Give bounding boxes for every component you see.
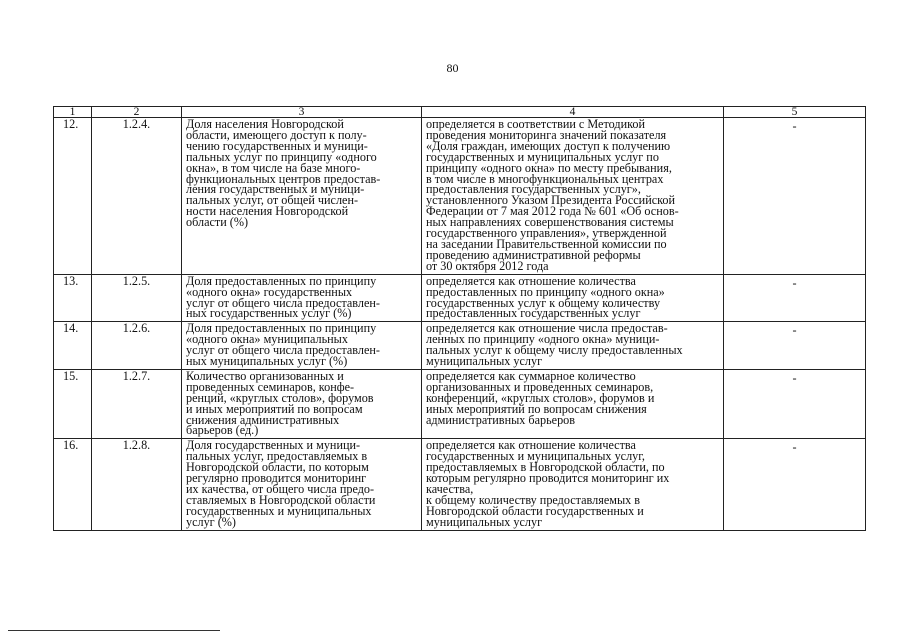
calculation-method: определяется как отношение числа предостав- ленных по принципу «одного окна» муници- пальных услуг к общему числу предоставленных муниципальных услуг <box>422 322 724 370</box>
indicator-code: 1.2.6. <box>92 322 182 370</box>
table-header-row <box>54 107 866 118</box>
table-row <box>54 118 866 275</box>
indicator-name: Доля государственных и муници- пальных услуг, предоставляемых в Новгородской области, по которым регулярно проводится мониторинг их качества, от общего числа предо- ставляемых в Новгородской области государственных и муниципальных услуг (%) <box>182 439 422 530</box>
row-number: 16. <box>54 439 92 530</box>
calculation-method: определяется как отношение количества предоставленных по принципу «одного окна» государственных услуг к общему количеству предоставленных государственных услуг <box>422 274 724 322</box>
column-5-value: - <box>724 369 866 438</box>
indicators-table <box>53 106 866 531</box>
footnote-separator-line <box>8 630 220 631</box>
header-cell-5: 5 <box>724 107 866 118</box>
indicator-code: 1.2.5. <box>92 274 182 322</box>
row-number: 12. <box>54 118 92 275</box>
row-number: 15. <box>54 369 92 438</box>
column-5-value: - <box>724 274 866 322</box>
indicator-code: 1.2.4. <box>92 118 182 275</box>
column-5-value: - <box>724 439 866 530</box>
table-row <box>54 369 866 438</box>
column-5-value: - <box>724 322 866 370</box>
table-row <box>54 439 866 530</box>
indicator-name: Количество организованных и проведенных семинаров, конфе- ренций, «круглых столов», форумов и иных мероприятий по вопросам снижения административных барьеров (ед.) <box>182 369 422 438</box>
header-cell-1: 1 <box>54 107 92 118</box>
row-number: 14. <box>54 322 92 370</box>
table-row <box>54 322 866 370</box>
row-number: 13. <box>54 274 92 322</box>
table-row <box>54 274 866 322</box>
header-cell-4: 4 <box>422 107 724 118</box>
indicator-name: Доля населения Новгородской области, имеющего доступ к полу- чению государственных и муници- пальных услуг по принципу «одного окна», в том числе на базе много- функциональных центров предостав- ления государственных и муници- пальных услуг, от общей числен- ности населения Новгородской области (%) <box>182 118 422 275</box>
calculation-method: определяется в соответствии с Методикой проведения мониторинга значений показателя «Доля граждан, имеющих доступ к получению государственных и муниципальных услуг по принципу «одного окна» по месту пребывания, в том числе в многофункциональных центрах предоставления государственных услуг», установленного Указом Президента Российской Федерации от 7 мая 2012 года № 601 «Об основ- ных направлениях совершенствования системы государственного управления», утвержденной на заседании Правительственной комиссии по проведению административной реформы от 30 октября 2012 года <box>422 118 724 275</box>
indicator-code: 1.2.7. <box>92 369 182 438</box>
calculation-method: определяется как суммарное количество организованных и проведенных семинаров, конференций, «круглых столов», форумов и иных мероприятий по вопросам снижения административных барьеров <box>422 369 724 438</box>
header-cell-2: 2 <box>92 107 182 118</box>
indicator-name: Доля предоставленных по принципу «одного окна» государственных услуг от общего числа предоставлен- ных государственных услуг (%) <box>182 274 422 322</box>
page-number: 80 <box>446 61 459 75</box>
indicator-name: Доля предоставленных по принципу «одного окна» муниципальных услуг от общего числа предоставлен- ных муниципальных услуг (%) <box>182 322 422 370</box>
calculation-method: определяется как отношение количества государственных и муниципальных услуг, предоставляемых в Новгородской области, по которым регулярно проводится мониторинг их качества, к общему количеству предоставляемых в Новгородской области государственных и муниципальных услуг <box>422 439 724 530</box>
header-cell-3: 3 <box>182 107 422 118</box>
column-5-value: - <box>724 118 866 275</box>
indicator-code: 1.2.8. <box>92 439 182 530</box>
